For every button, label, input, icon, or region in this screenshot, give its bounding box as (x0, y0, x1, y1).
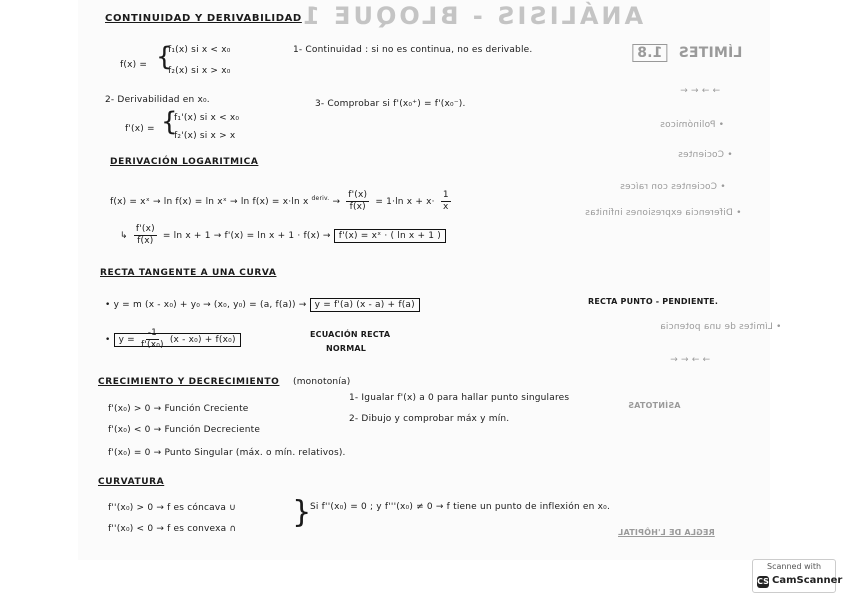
bleed-lhopital: REGLA DE L'HÔPITAL (618, 528, 715, 537)
scanned-with-text: Scanned with (767, 562, 822, 571)
normal-label-a: ECUACIÓN RECTA (310, 330, 391, 339)
log-line-1-b: = 1·ln x + x· (375, 197, 435, 207)
log-frac-2: $\frac{1}{x}$ (442, 190, 449, 212)
fpx-label: f'(x) = (125, 124, 155, 134)
section-title-curvature: CURVATURA (98, 477, 165, 487)
tangent-eq: y = m (x - x₀) + y₀ → (x₀, y₀) = (a, f(a)) → (113, 300, 307, 310)
bleed-line-2: • Cocientes (678, 150, 733, 160)
tangent-label: RECTA PUNTO - PENDIENTE. (588, 297, 719, 306)
arrow-right-icon: → (332, 197, 341, 207)
curv-rule-1: f''(x₀) > 0 → f es cóncava ∪ (108, 503, 236, 513)
bleed-arrows-2: → → ← ← (670, 355, 711, 365)
mono-step-1: 1- Igualar f'(x) a 0 para hallar punto singulares (349, 393, 570, 403)
log-line-2-a: = ln x + 1 → f'(x) = ln x + 1 · f(x) → (162, 231, 331, 241)
bleed-line-5: • Límites de una potencia (660, 322, 782, 332)
log-frac-1: $\frac{f'(x)}{f(x)}$ (348, 190, 368, 212)
mono-rule-2: f'(x₀) < 0 → Función Decreciente (108, 425, 261, 435)
curvature-note: Si f''(x₀) = 0 ; y f'''(x₀) ≠ 0 → f tiene un punto de inflexión en x₀. (310, 502, 611, 512)
normal-line (105, 328, 241, 351)
deriv-piece-2: f₂'(x) si x > x (174, 131, 236, 141)
hook-arrow-icon: ↳ (120, 231, 128, 241)
deriv-piece-1: f₁'(x) si x < x₀ (174, 113, 240, 123)
mono-rule-3: f'(x₀) = 0 → Punto Singular (máx. o mín. relativos). (108, 448, 346, 458)
bleed-arrows: → → ← ← (680, 86, 721, 96)
piece-1: f₁(x) si x < x₀ (168, 45, 231, 55)
brace-icon: { (156, 42, 173, 72)
notebook-page (78, 0, 770, 560)
normal-label-b: NORMAL (326, 344, 367, 353)
bleed-line-3: • Cocientes con raíces (620, 182, 726, 192)
log-line-1 (110, 190, 454, 213)
mono-rule-1: f'(x₀) > 0 → Función Creciente (108, 404, 249, 414)
mono-step-2: 2- Dibujo y comprobar máx y mín. (349, 414, 510, 424)
tangent-box: y = f'(a) (x - a) + f(a) (310, 298, 420, 312)
bullet-icon: • (105, 335, 111, 345)
log-line-1-a: f(x) = xˣ → ln f(x) = ln xˣ → ln f(x) = x·ln x (110, 197, 309, 207)
section-title-continuity: CONTINUIDAD Y DERIVABILIDAD (105, 13, 302, 24)
derivability-check: 3- Comprobar si f'(x₀⁺) = f'(x₀⁻). (315, 99, 466, 109)
camscanner-brand-text: CamScanner (772, 575, 843, 586)
log-result-box: f'(x) = xˣ · ( ln x + 1 ) (334, 229, 446, 243)
deriv-label: deriv. (311, 195, 330, 202)
bleed-asymptotes: ASÍNTOTAS (628, 401, 681, 410)
section-title-log: DERIVACIÓN LOGARITMICA (110, 157, 259, 167)
piece-2: f₂(x) si x > x₀ (168, 66, 231, 76)
log-frac-3: $\frac{f'(x)}{f(x)}$ (135, 224, 155, 246)
brace-icon: { (292, 495, 312, 530)
bleed-line-1: • Polinómicos (660, 120, 725, 130)
derivability-title: 2- Derivabilidad en x₀. (105, 95, 210, 105)
section-title-monotonic: CRECIMIENTO Y DECRECIMIENTO (98, 377, 280, 387)
bleed-title: ANÁLISIS - BLOQUE 1 (300, 2, 644, 30)
monotonic-subtitle: (monotonía) (293, 377, 351, 387)
fx-label: f(x) = (120, 60, 148, 70)
tangent-line-1 (105, 300, 420, 310)
bullet-icon: • (105, 300, 111, 310)
curv-rule-2: f''(x₀) < 0 → f es convexa ∩ (108, 524, 237, 534)
normal-box: y = $\frac{-1}{\text{f'(x₀)}}$ (x - x₀) + f(x₀) (114, 333, 241, 347)
brace-icon: { (161, 107, 178, 137)
camscanner-logo-icon: CS (757, 577, 769, 586)
log-line-2 (120, 224, 446, 247)
continuity-note: 1- Continuidad : si no es continua, no es derivable. (293, 45, 533, 55)
camscanner-watermark (752, 559, 843, 593)
bleed-limits: LÍMITES 1.8 (632, 45, 742, 61)
bleed-line-4: • Diferencia expresiones infinitas (585, 208, 742, 218)
section-title-tangent: RECTA TANGENTE A UNA CURVA (100, 268, 277, 278)
